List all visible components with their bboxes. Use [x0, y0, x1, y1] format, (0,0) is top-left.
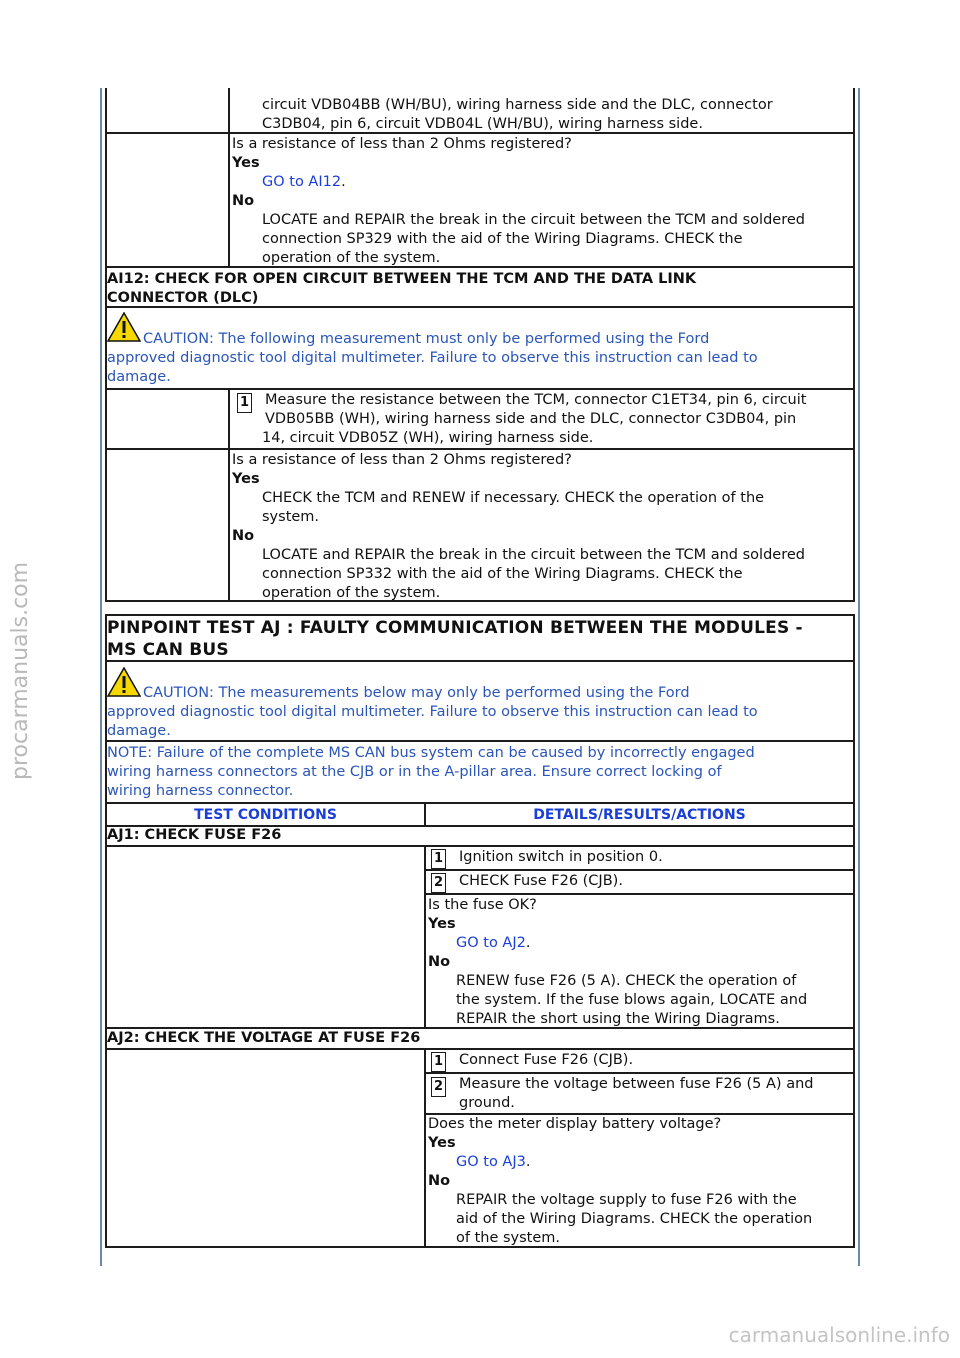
ai12-caution-line3: damage.	[107, 369, 171, 385]
ai12-caution-line1: CAUTION: The following measurement must only be performed using the Ford	[143, 331, 710, 347]
aj2-no-line2: aid of the Wiring Diagrams. CHECK the operation	[456, 1211, 813, 1227]
aj1-title: AJ1: CHECK FUSE F26	[107, 827, 282, 843]
aj2-no-label: No	[428, 1173, 451, 1189]
aj-caution-line3: damage.	[107, 723, 171, 739]
ai11-question: Is a resistance of less than 2 Ohms registered?	[232, 136, 572, 152]
aj-title-line1: PINPOINT TEST AJ : FAULTY COMMUNICATION BETWEEN THE MODULES -	[107, 618, 803, 638]
ai12-caution-line2: approved diagnostic tool digital multimeter. Failure to observe this instruction can lead to	[107, 350, 758, 366]
aj1-no-line2: the system. If the fuse blows again, LOCATE and	[456, 992, 808, 1008]
ai12-title-line2: CONNECTOR (DLC)	[107, 290, 259, 306]
aj1-step2-text: CHECK Fuse F26 (CJB).	[459, 873, 623, 889]
aj-caution-line1: CAUTION: The measurements below may only be performed using the Ford	[143, 685, 690, 701]
aj1-no-label: No	[428, 954, 451, 970]
bottom-watermark: carmanualsonline.info	[728, 1323, 950, 1347]
ai11-no-line1: LOCATE and REPAIR the break in the circuit between the TCM and soldered	[262, 212, 805, 228]
ai12-no-label: No	[232, 528, 255, 544]
ai12-no-line3: operation of the system.	[262, 585, 441, 601]
go-to-ai12-link[interactable]: GO to AI12	[262, 174, 342, 190]
aj2-step2-line2: ground.	[459, 1095, 515, 1111]
ai11-left-cell-divider	[228, 88, 230, 134]
ai12-no-line2: connection SP332 with the aid of the Wiring Diagrams. CHECK the	[262, 566, 743, 582]
ai12-step-number: 1	[237, 393, 252, 413]
frame-right-line	[858, 88, 860, 1266]
aj-note-line1: NOTE: Failure of the complete MS CAN bus system can be caused by incorrectly engaged	[107, 745, 755, 761]
aj1-yes-line: GO to AJ2.	[456, 935, 531, 951]
ai11-no-line2: connection SP329 with the aid of the Wiring Diagrams. CHECK the	[262, 231, 743, 247]
ai12-step-line3: 14, circuit VDB05Z (WH), wiring harness side.	[262, 430, 594, 446]
ai11-yes-label: Yes	[232, 155, 260, 171]
aj-note-line2: wiring harness connectors at the CJB or in the A-pillar area. Ensure correct locking of	[107, 764, 722, 780]
col-header-details-results-actions: DETAILS/RESULTS/ACTIONS	[533, 807, 746, 823]
aj1-yes-label: Yes	[428, 916, 456, 932]
warning-triangle-icon	[107, 667, 141, 697]
aj1-question: Is the fuse OK?	[428, 897, 537, 913]
aj2-step1-text: Connect Fuse F26 (CJB).	[459, 1052, 634, 1068]
aj2-step2-number: 2	[431, 1077, 446, 1097]
ai12-yes-label: Yes	[232, 471, 260, 487]
aj1-no-line3: REPAIR the short using the Wiring Diagrams.	[456, 1011, 780, 1027]
ai12-question: Is a resistance of less than 2 Ohms registered?	[232, 452, 572, 468]
ai11-no-label: No	[232, 193, 255, 209]
ai12-step-line1: Measure the resistance between the TCM, connector C1ET34, pin 6, circuit	[265, 392, 807, 408]
aj-note-line3: wiring harness connector.	[107, 783, 294, 799]
aj1-step2-number: 2	[431, 873, 446, 893]
aj2-yes-line: GO to AJ3.	[456, 1154, 531, 1170]
ai12-title-line1: AI12: CHECK FOR OPEN CIRCUIT BETWEEN THE TCM AND THE DATA LINK	[107, 271, 697, 287]
frame-left-line	[100, 88, 102, 1266]
ai11-step-text-line2: C3DB04, pin 6, circuit VDB04L (WH/BU), wiring harness side.	[262, 116, 703, 132]
side-watermark: procarmanuals.com	[8, 561, 33, 780]
aj2-step2-line1: Measure the voltage between fuse F26 (5 A) and	[459, 1076, 814, 1092]
ai11-result-divider	[228, 132, 230, 268]
ai12-yes-line2: system.	[262, 509, 320, 525]
ai12-yes-line1: CHECK the TCM and RENEW if necessary. CHECK the operation of the	[262, 490, 765, 506]
ai11-step-text-line1: circuit VDB04BB (WH/BU), wiring harness side and the DLC, connector	[262, 97, 773, 113]
aj1-step1-text: Ignition switch in position 0.	[459, 849, 663, 865]
aj2-step1-number: 1	[431, 1052, 446, 1072]
aj2-question: Does the meter display battery voltage?	[428, 1116, 722, 1132]
aj2-no-line1: REPAIR the voltage supply to fuse F26 with the	[456, 1192, 797, 1208]
ai11-yes-line: GO to AI12.	[262, 174, 346, 190]
aj1-step1-number: 1	[431, 849, 446, 869]
aj2-title: AJ2: CHECK THE VOLTAGE AT FUSE F26	[107, 1030, 421, 1046]
col-header-test-conditions: TEST CONDITIONS	[194, 807, 337, 823]
aj-caution-line2: approved diagnostic tool digital multimeter. Failure to observe this instruction can lead to	[107, 704, 758, 720]
ai11-no-line3: operation of the system.	[262, 250, 441, 266]
aj1-no-line1: RENEW fuse F26 (5 A). CHECK the operation of	[456, 973, 797, 989]
go-to-aj2-link[interactable]: GO to AJ2	[456, 935, 526, 951]
warning-triangle-icon	[107, 312, 141, 342]
aj2-yes-label: Yes	[428, 1135, 456, 1151]
ai12-no-line1: LOCATE and REPAIR the break in the circuit between the TCM and soldered	[262, 547, 805, 563]
go-to-aj3-link[interactable]: GO to AJ3	[456, 1154, 526, 1170]
aj-title-line2: MS CAN BUS	[107, 640, 229, 660]
ai12-step-line2: VDB05BB (WH), wiring harness side and the DLC, connector C3DB04, pin	[265, 411, 797, 427]
aj2-no-line3: of the system.	[456, 1230, 561, 1246]
